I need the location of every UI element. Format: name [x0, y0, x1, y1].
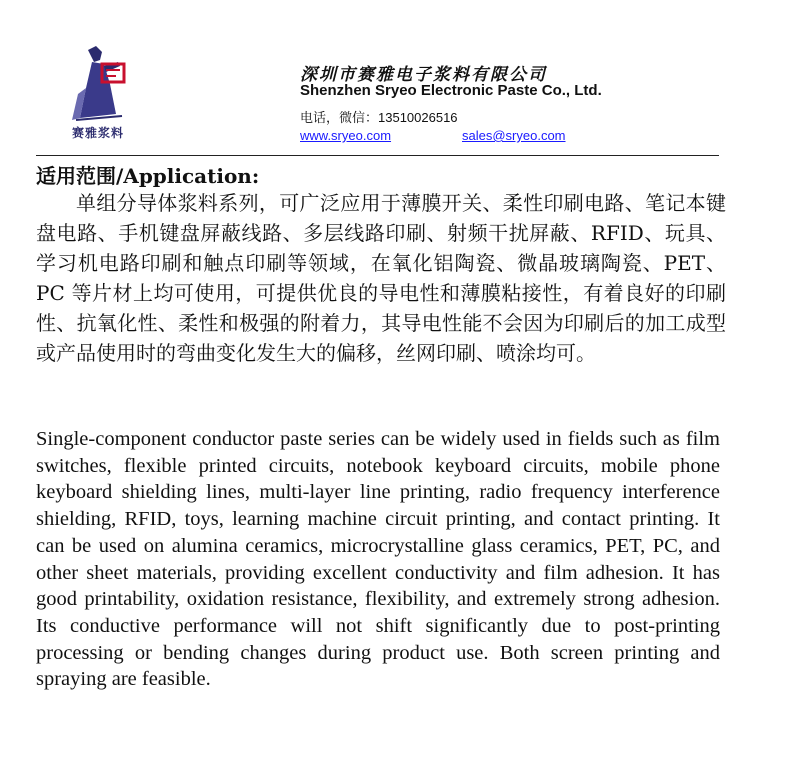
application-paragraph-en: Single-component conductor paste series can be widely used in fields such as film switches, flexible printed circuits, notebook keyboard circuits, mobile phone keyboard shielding lines, multi-layer line printing, radio frequency interference shielding, RFID, toys, learning machine circuit printing, and contact printing. It can be used on alumina ceramics, microcrystalline glass ceramics, PET, PC, and other sheet materials, providing excellent conductivity and film adhesion. It has good printability, oxidation resistance, flexibility, and extremely strong adhesion. Its conductive performance will not shift significantly due to post-printing processing or bending changes during product use. Both screen printing and spraying are feasible. [36, 428, 720, 691]
company-name-en: Shenzhen Sryeo Electronic Paste Co., Ltd. [300, 82, 602, 99]
website-link[interactable]: www.sryeo.com [300, 128, 392, 143]
email-link[interactable]: sales@sryeo.com [462, 128, 566, 143]
section-title: 适用范围/Application: [36, 164, 260, 188]
contact-phone: 电话，微信：13510026516 [300, 110, 458, 125]
company-logo [58, 44, 138, 144]
application-paragraph-cn: 单组分导体浆料系列，可广泛应用于薄膜开关、柔性印刷电路、笔记本键盘电路、手机键盘屏蔽线路、多层线路印刷、射频干扰屏蔽、RFID、玩具、学习机电路印刷和触点印刷等领域，在氧化铝陶瓷、微晶玻璃陶瓷、PET、PC 等片材上均可使用，可提供优良的导电性和薄膜粘接性，有着良好的印刷性、抗氧化性、柔性和极强的附着力，其导电性能不会因为印刷后的加工成型或产品使用时的弯曲变化发生大的偏移，丝网印刷、喷涂均可。 [36, 191, 726, 365]
letterhead [0, 0, 790, 160]
header-divider [36, 155, 719, 156]
logo-figure-icon [66, 44, 130, 122]
company-name-cn: 深圳市赛雅电子浆料有限公司 [300, 65, 547, 85]
logo-text: 赛雅浆料 [71, 126, 124, 140]
